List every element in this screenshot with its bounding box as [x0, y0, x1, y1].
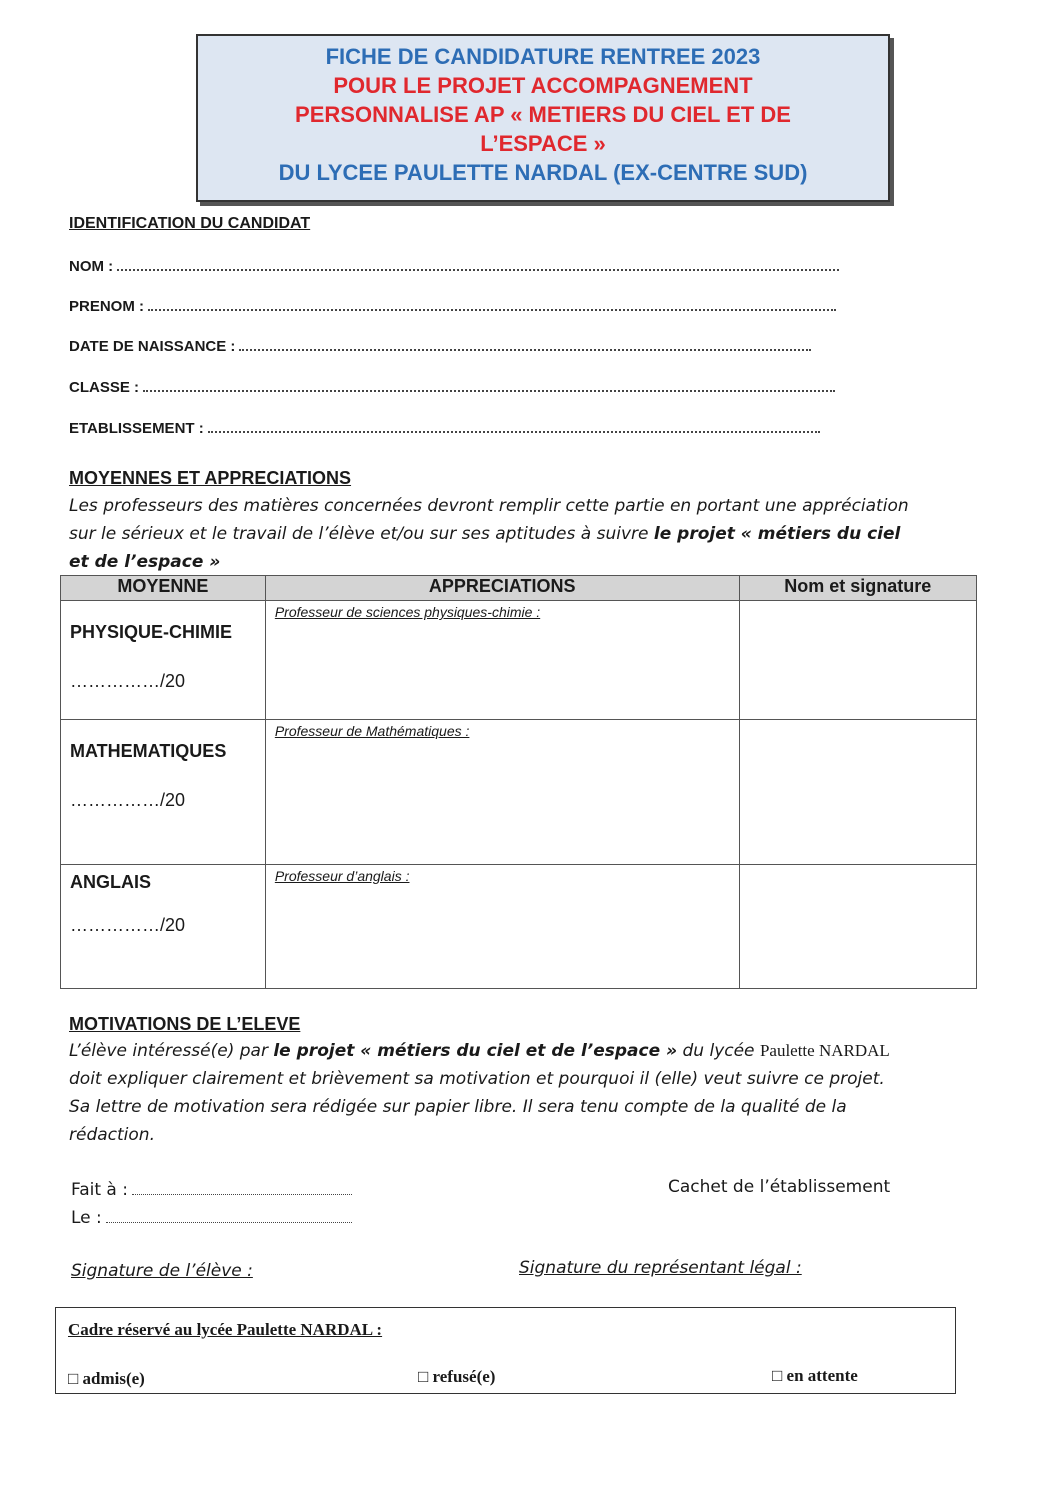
nom-dotted-line — [117, 259, 839, 271]
moyennes-intro-line-3-bold: et de l’espace » — [69, 552, 221, 572]
identification-title: IDENTIFICATION DU CANDIDAT — [69, 215, 311, 232]
motivations-line-3: Sa lettre de motivation sera rédigée sur papier libre. Il sera tenu compte de la qualité de la — [69, 1097, 847, 1117]
header-line-2: POUR LE PROJET ACCOMPAGNEMENT — [333, 73, 753, 98]
reserved-title: Cadre réservé au lycée Paulette NARDAL : — [68, 1320, 383, 1339]
prenom-field[interactable] — [69, 298, 836, 315]
prenom-dotted-line — [148, 299, 836, 311]
moyennes-intro — [69, 492, 969, 576]
signature-eleve-label: Signature de l’élève : — [71, 1261, 253, 1281]
appreciation-cell[interactable] — [265, 601, 739, 720]
header-nom-signature: Nom et signature — [739, 576, 976, 601]
etablissement-label: ETABLISSEMENT : — [69, 420, 204, 437]
motivations-line-1-school: Paulette NARDAL — [759, 1041, 890, 1060]
moyenne-cell[interactable] — [61, 865, 266, 989]
admis-checkbox[interactable]: □ admis(e) — [68, 1369, 145, 1388]
motivations-line-1 — [69, 1037, 969, 1065]
classe-dotted-line — [143, 380, 835, 392]
le-field[interactable] — [71, 1204, 352, 1232]
cachet-label: Cachet de l’établissement — [668, 1177, 891, 1197]
grades-table — [60, 575, 977, 989]
etablissement-dotted-line — [208, 421, 820, 433]
date-field[interactable] — [69, 338, 811, 355]
table-row — [61, 865, 977, 989]
motivations-text — [69, 1037, 969, 1149]
header-appreciations: APPRECIATIONS — [265, 576, 739, 601]
moyenne-cell[interactable] — [61, 720, 266, 865]
header-line-4: L’ESPACE » — [480, 131, 606, 156]
table-row — [61, 720, 977, 865]
le-dotted-line — [106, 1212, 352, 1223]
motivations-title: MOTIVATIONS DE L’ELEVE — [69, 1014, 301, 1034]
moyennes-intro-line-2 — [69, 520, 969, 548]
date-dotted-line — [239, 339, 811, 351]
fait-field[interactable] — [71, 1176, 352, 1204]
signature-representant-label: Signature du représentant légal : — [519, 1258, 802, 1278]
header-line-1: FICHE DE CANDIDATURE RENTREE 2023 — [325, 44, 761, 69]
score-field: ……………/20 — [70, 790, 186, 810]
refuse-checkbox[interactable]: □ refusé(e) — [418, 1367, 496, 1386]
score-field: ……………/20 — [70, 915, 186, 935]
table-row — [61, 601, 977, 720]
attente-checkbox[interactable]: □ en attente — [772, 1366, 858, 1385]
nom-field[interactable] — [69, 258, 839, 275]
etablissement-field[interactable] — [69, 420, 820, 437]
moyennes-intro-line-2-bold: le projet « métiers du ciel — [653, 524, 901, 544]
classe-field[interactable] — [69, 379, 835, 396]
fait-dotted-line — [132, 1184, 352, 1195]
date-label: DATE DE NAISSANCE : — [69, 338, 236, 355]
prof-label: Professeur de sciences physiques-chimie : — [274, 604, 541, 620]
reserved-frame — [55, 1307, 956, 1394]
motivations-line-1-bold: le projet « métiers du ciel et de l’espace » — [273, 1041, 678, 1061]
score-field: ……………/20 — [70, 671, 186, 691]
motivations-line-4: rédaction. — [69, 1125, 155, 1145]
prenom-label: PRENOM : — [69, 298, 144, 315]
header-line-5: DU LYCEE PAULETTE NARDAL (EX-CENTRE SUD) — [278, 160, 808, 185]
moyenne-cell[interactable] — [61, 601, 266, 720]
appreciation-cell[interactable] — [265, 720, 739, 865]
nom-label: NOM : — [69, 258, 114, 275]
motivations-line-1-a: L’élève intéressé(e) par — [69, 1041, 268, 1061]
fait-label: Fait à : — [71, 1180, 128, 1200]
prof-label: Professeur d’anglais : — [274, 868, 410, 884]
moyennes-title: MOYENNES ET APPRECIATIONS — [69, 468, 352, 488]
subject-label: ANGLAIS — [70, 872, 151, 892]
moyennes-intro-line-3 — [69, 548, 969, 576]
le-label: Le : — [71, 1208, 102, 1228]
moyennes-intro-line-1: Les professeurs des matières concernées devront remplir cette partie en portant une appréciation — [69, 496, 909, 516]
signature-cell[interactable] — [739, 601, 976, 720]
classe-label: CLASSE : — [69, 379, 140, 396]
signature-cell[interactable] — [739, 720, 976, 865]
header-moyenne: MOYENNE — [61, 576, 266, 601]
header-line-3: PERSONNALISE AP « METIERS DU CIEL ET DE — [295, 102, 791, 127]
moyennes-intro-line-2-text: sur le sérieux et le travail de l’élève et/ou sur ses aptitudes à suivre — [69, 524, 649, 544]
appreciation-cell[interactable] — [265, 865, 739, 989]
signature-cell[interactable] — [739, 865, 976, 989]
subject-label: PHYSIQUE-CHIMIE — [70, 622, 233, 642]
motivations-line-1-b: du lycée — [682, 1041, 755, 1061]
subject-label: MATHEMATIQUES — [70, 741, 227, 761]
grades-header-row — [61, 576, 977, 601]
prof-label: Professeur de Mathématiques : — [274, 723, 470, 739]
form-header — [196, 34, 890, 202]
motivations-line-2: doit expliquer clairement et brièvement sa motivation et pourquoi il (elle) veut suivre ce projet. — [69, 1069, 885, 1089]
